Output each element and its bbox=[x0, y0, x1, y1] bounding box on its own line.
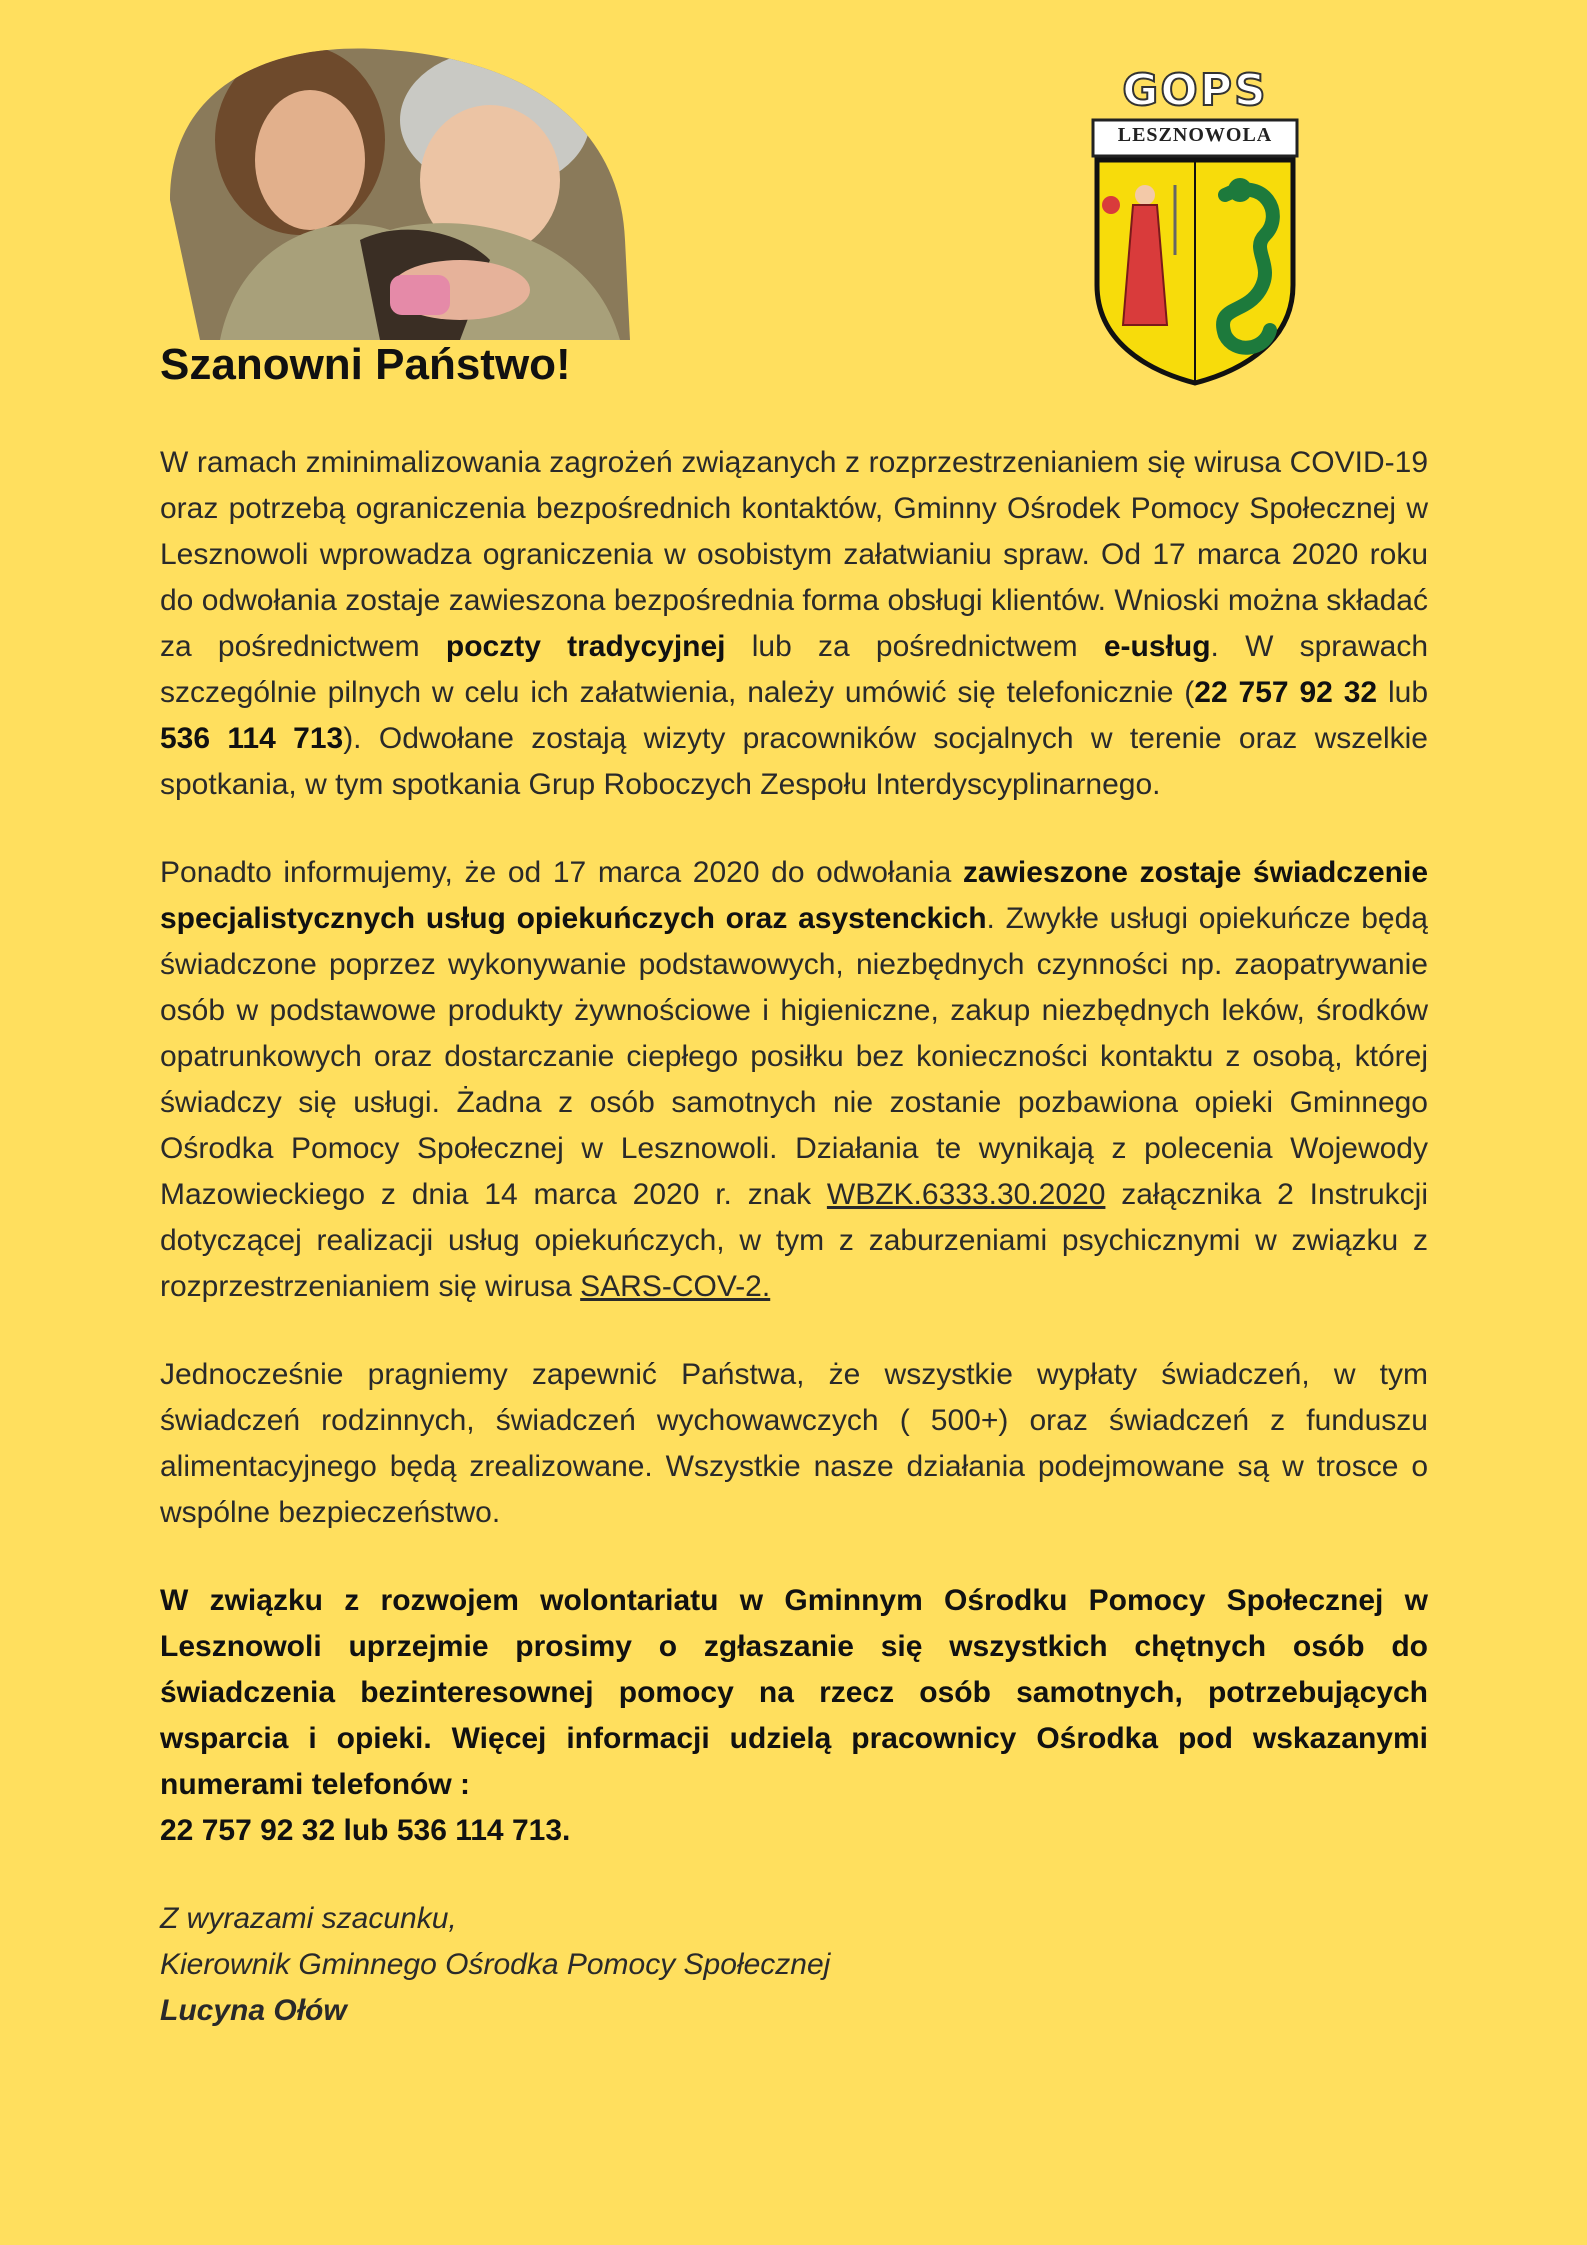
volunteer-phones: 22 757 92 32 lub 536 114 713. bbox=[160, 1814, 571, 1847]
phone-2: 536 114 713 bbox=[160, 722, 344, 755]
page-title: Szanowni Państwo! bbox=[160, 340, 571, 389]
bold-suspension: zawieszone zostaje świadczenie specjalistycznych usług opiekuńczych oraz asystenckich bbox=[160, 856, 1429, 935]
letter-body bbox=[160, 440, 1428, 2034]
bold-eservices: e-usług bbox=[1103, 630, 1211, 663]
paragraph-2: Ponadto informujemy, że od 17 marca 2020 do odwołania zawieszone zostaje świadczenie specjalistycznych usług opiekuńczych oraz asystenckich. Zwykłe usługi opiekuńcze będą świadczone poprzez wykonywanie podstawowych, niezbędnych czynności np. zaopatrywanie osób w podstawowe produkty żywnościowe i higieniczne, zakup niezbędnych leków, środków opatrunkowych oraz dostarczanie ciepłego posiłku bez konieczności kontaktu z osobą, której świadczy się usługi. Żadna z osób samotnych nie zostanie pozbawiona opieki Gminnego Ośrodka Pomocy Społecznej w Lesznowoli. Działania te wynikają z polecenia Wojewody Mazowieckiego z dnia 14 marca 2020 r. znak WBZK.6333.30.2020 załącznika 2 Instrukcji dotyczącej realizacji usług opiekuńczych, w tym z zaburzeniami psychicznymi w związku z rozprzestrzenianiem się wirusa SARS-COV-2. bbox=[160, 856, 1429, 1303]
elderly-care-photo-icon bbox=[160, 40, 630, 340]
phone-1: 22 757 92 32 bbox=[1194, 676, 1378, 709]
bold-mail: poczty tradycyjnej bbox=[445, 630, 726, 663]
paragraph-1: W ramach zminimalizowania zagrożeń związanych z rozprzestrzenianiem się wirusa COVID-19 oraz potrzebą ograniczenia bezpośrednich kontaktów, Gminny Ośrodek Pomocy Społecznej w Lesznowoli wprowadza ograniczenia w osobistym załatwianiu spraw. Od 17 marca 2020 roku do odwołania zostaje zawieszona bezpośrednia forma obsługi klientów. Wnioski można składać za pośrednictwem poczty tradycyjnej lub za pośrednictwem e-usług. W sprawach szczególnie pilnych w celu ich załatwienia, należy umówić się telefonicznie (22 757 92 32 lub 536 114 713). Odwołane zostają wizyty pracowników socjalnych w terenie oraz wszelkie spotkania, w tym spotkania Grup Roboczych Zespołu Interdyscyplinarnego. bbox=[160, 446, 1429, 801]
virus-link[interactable]: SARS-COV-2. bbox=[580, 1270, 771, 1303]
reference-link[interactable]: WBZK.6333.30.2020 bbox=[826, 1178, 1106, 1211]
logo-banner: LESZNOWOLA bbox=[1117, 124, 1273, 146]
signatory-name: Lucyna Ołów bbox=[160, 1994, 347, 2027]
paragraph-4: W związku z rozwojem wolontariatu w Gminnym Ośrodku Pomocy Społecznej w Lesznowoli uprzejmie prosimy o zgłaszanie się wszystkich chętnych osób do świadczenia bezinteresownej pomocy na rzecz osób samotnych, potrzebujących wsparcia i opieki. Więcej informacji udzielą pracownicy Ośrodka pod wskazanymi numerami telefonów : 22 757 92 32 lub 536 114 713. bbox=[160, 1584, 1428, 1847]
logo-title: GOPS bbox=[1122, 65, 1268, 116]
signature: Z wyrazami szacunku, Kierownik Gminnego Ośrodka Pomocy Społecznej Lucyna Ołów bbox=[160, 1896, 1428, 2034]
paragraph-3: Jednocześnie pragniemy zapewnić Państwa, że wszystkie wypłaty świadczeń, w tym świadczeń rodzinnych, świadczeń wychowawczych ( 500+) oraz świadczeń z funduszu alimentacyjnego będą zrealizowane. Wszystkie nasze działania podejmowane są w trosce o wspólne bezpieczeństwo. bbox=[160, 1358, 1428, 1529]
